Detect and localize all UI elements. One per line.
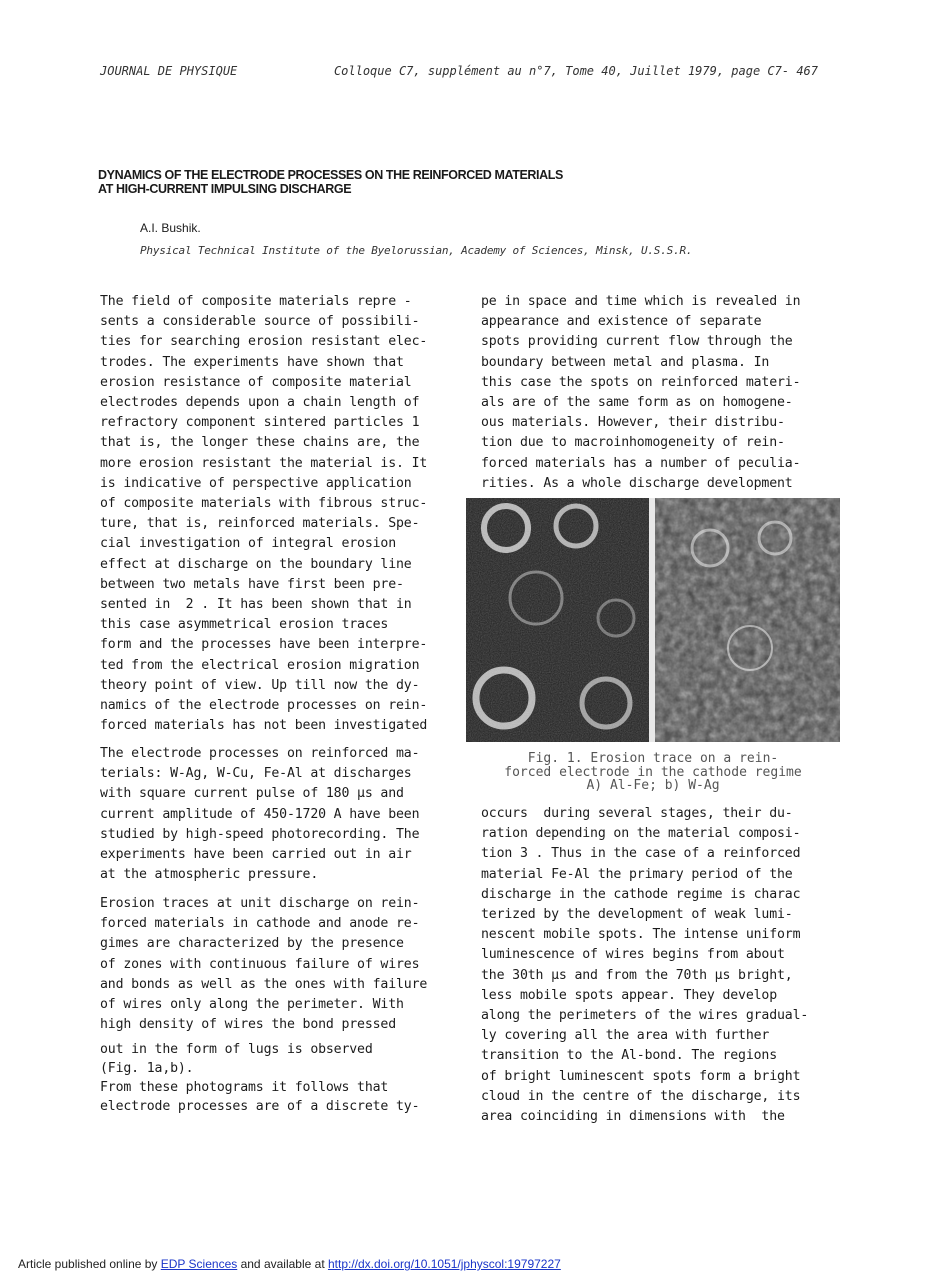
text-line: The field of composite materials repre - bbox=[100, 294, 412, 309]
left-column-paragraph-1 bbox=[100, 292, 460, 736]
text-line: cial investigation of integral erosion bbox=[100, 536, 397, 552]
article-title bbox=[98, 168, 718, 196]
text-line: occurs during several stages, their du- bbox=[481, 806, 793, 821]
text-line: is indicative of perspective application bbox=[100, 475, 412, 491]
text-line: ties for searching erosion resistant elec- bbox=[100, 334, 428, 350]
text-line: spots providing current flow through the bbox=[481, 334, 793, 350]
doi-link[interactable]: http://dx.doi.org/10.1051/jphyscol:19797227 bbox=[327, 1257, 561, 1271]
footer-prefix: Article published online by bbox=[18, 1257, 161, 1271]
text-line: theory point of view. Up till now the dy- bbox=[100, 677, 420, 693]
text-line: of wires only along the perimeter. With bbox=[100, 997, 404, 1013]
text-line: forced materials has a number of peculia- bbox=[481, 455, 801, 471]
author: A.I. Bushik. bbox=[140, 221, 201, 235]
text-line: along the perimeters of the wires gradual- bbox=[481, 1008, 809, 1024]
text-line: studied by high-speed photorecording. The bbox=[100, 826, 420, 842]
text-line: transition to the Al-bond. The regions bbox=[481, 1048, 778, 1064]
text-line: sented in 2 . It has been shown that in bbox=[100, 597, 412, 613]
text-line: luminescence of wires begins from about bbox=[481, 947, 785, 963]
figure-panel-b-photo bbox=[655, 498, 840, 742]
text-line: refractory component sintered particles 1 bbox=[100, 415, 420, 431]
text-line: out in the form of lugs is observed bbox=[100, 1042, 373, 1057]
text-line: appearance and existence of separate bbox=[481, 314, 762, 330]
text-line: and bonds as well as the ones with failure bbox=[100, 976, 428, 992]
text-line: of composite materials with fibrous struc- bbox=[100, 496, 428, 512]
caption-line-1: Fig. 1. Erosion trace on a rein- bbox=[527, 751, 779, 766]
text-line: terized by the development of weak lumi- bbox=[481, 907, 793, 923]
text-line: tion due to macroinhomogeneity of rein- bbox=[481, 435, 785, 451]
figure-panel-a-photo bbox=[466, 498, 649, 742]
text-line: ous materials. However, their distribu- bbox=[481, 415, 785, 431]
text-line: sents a considerable source of possibili- bbox=[100, 314, 420, 330]
affiliation: Physical Technical Institute of the Byelorussian, Academy of Sciences, Minsk, U.S.S.R. bbox=[140, 244, 693, 257]
text-line: Erosion traces at unit discharge on rein- bbox=[100, 896, 420, 911]
text-line: terials: W-Ag, W-Cu, Fe-Al at discharges bbox=[100, 766, 412, 782]
text-line: of bright luminescent spots form a bright bbox=[481, 1068, 801, 1084]
text-line: The electrode processes on reinforced ma- bbox=[100, 746, 420, 761]
text-line: ture, that is, reinforced materials. Spe- bbox=[100, 516, 420, 532]
text-line: namics of the electrode processes on rein- bbox=[100, 698, 428, 714]
text-line: nescent mobile spots. The intense uniform bbox=[481, 927, 801, 943]
text-line: this case the spots on reinforced materi- bbox=[481, 374, 801, 390]
text-line: pe in space and time which is revealed in bbox=[481, 294, 801, 309]
text-line: cloud in the centre of the discharge, its bbox=[481, 1088, 801, 1104]
text-line: ted from the electrical erosion migration bbox=[100, 657, 420, 673]
text-line: with square current pulse of 180 µs and bbox=[100, 786, 404, 802]
text-line: als are of the same form as on homogene- bbox=[481, 395, 793, 411]
citation: Colloque C7, supplément au n°7, Tome 40, Juillet 1979, page C7- 467 bbox=[333, 64, 818, 78]
footer bbox=[18, 1257, 561, 1271]
text-line: less mobile spots appear. They develop bbox=[481, 987, 778, 1003]
text-line: experiments have been carried out in air bbox=[100, 847, 412, 863]
text-line: ly covering all the area with further bbox=[481, 1028, 770, 1044]
text-line: the 30th µs and from the 70th µs bright, bbox=[481, 967, 793, 983]
text-line: boundary between metal and plasma. In bbox=[481, 354, 770, 370]
text-line: tion 3 . Thus in the case of a reinforced bbox=[481, 846, 801, 862]
text-line: at the atmospheric pressure. bbox=[100, 867, 319, 883]
text-line: forced materials has not been investigated bbox=[100, 718, 428, 734]
publisher-link[interactable]: EDP Sciences bbox=[160, 1257, 238, 1271]
text-line: ration depending on the material composi- bbox=[481, 826, 801, 842]
text-line: this case asymmetrical erosion traces bbox=[100, 617, 389, 633]
text-line: between two metals have first been pre- bbox=[100, 576, 404, 592]
text-line: effect at discharge on the boundary line bbox=[100, 556, 412, 572]
text-line: that is, the longer these chains are, the bbox=[100, 435, 420, 451]
figure-caption bbox=[466, 752, 840, 793]
left-column-paragraph-2 bbox=[100, 744, 460, 885]
text-line: high density of wires the bond pressed bbox=[100, 1017, 397, 1033]
text-line: forced materials in cathode and anode re- bbox=[100, 916, 420, 932]
caption-line-3: A) Al-Fe; b) W-Ag bbox=[586, 778, 720, 793]
figure-1 bbox=[466, 498, 840, 742]
text-line: trodes. The experiments have shown that bbox=[100, 354, 404, 370]
text-line: electrodes depends upon a chain length of bbox=[100, 395, 420, 411]
right-column-paragraph-1 bbox=[481, 292, 841, 494]
text-line: electrode processes are of a discrete ty- bbox=[100, 1099, 420, 1114]
text-line: erosion resistance of composite material bbox=[100, 374, 412, 390]
title-line-1: DYNAMICS OF THE ELECTRODE PROCESSES ON THE REINFORCED MATERIALS bbox=[98, 168, 563, 182]
footer-middle: and available at bbox=[237, 1257, 328, 1271]
text-line: area coinciding in dimensions with the bbox=[481, 1109, 785, 1125]
text-line: gimes are characterized by the presence bbox=[100, 936, 404, 952]
journal-name: JOURNAL DE PHYSIQUE bbox=[100, 64, 238, 78]
left-column-paragraph-4 bbox=[100, 1040, 460, 1116]
text-line: of zones with continuous failure of wires bbox=[100, 956, 420, 972]
text-line: discharge in the cathode regime is charac bbox=[481, 886, 801, 902]
title-line-2: AT HIGH-CURRENT IMPULSING DISCHARGE bbox=[98, 182, 352, 196]
text-line: From these photograms it follows that bbox=[100, 1080, 389, 1095]
text-line: rities. As a whole discharge development bbox=[481, 475, 793, 491]
text-line: (Fig. 1a,b). bbox=[100, 1061, 194, 1076]
text-line: current amplitude of 450-1720 A have been bbox=[100, 806, 420, 822]
caption-line-2: forced electrode in the cathode regime bbox=[504, 764, 802, 780]
right-column-paragraph-2 bbox=[481, 804, 841, 1127]
text-line: form and the processes have been interpre- bbox=[100, 637, 428, 653]
text-line: material Fe-Al the primary period of the bbox=[481, 866, 793, 882]
left-column-paragraph-3 bbox=[100, 894, 460, 1035]
text-line: more erosion resistant the material is. It bbox=[100, 455, 428, 471]
